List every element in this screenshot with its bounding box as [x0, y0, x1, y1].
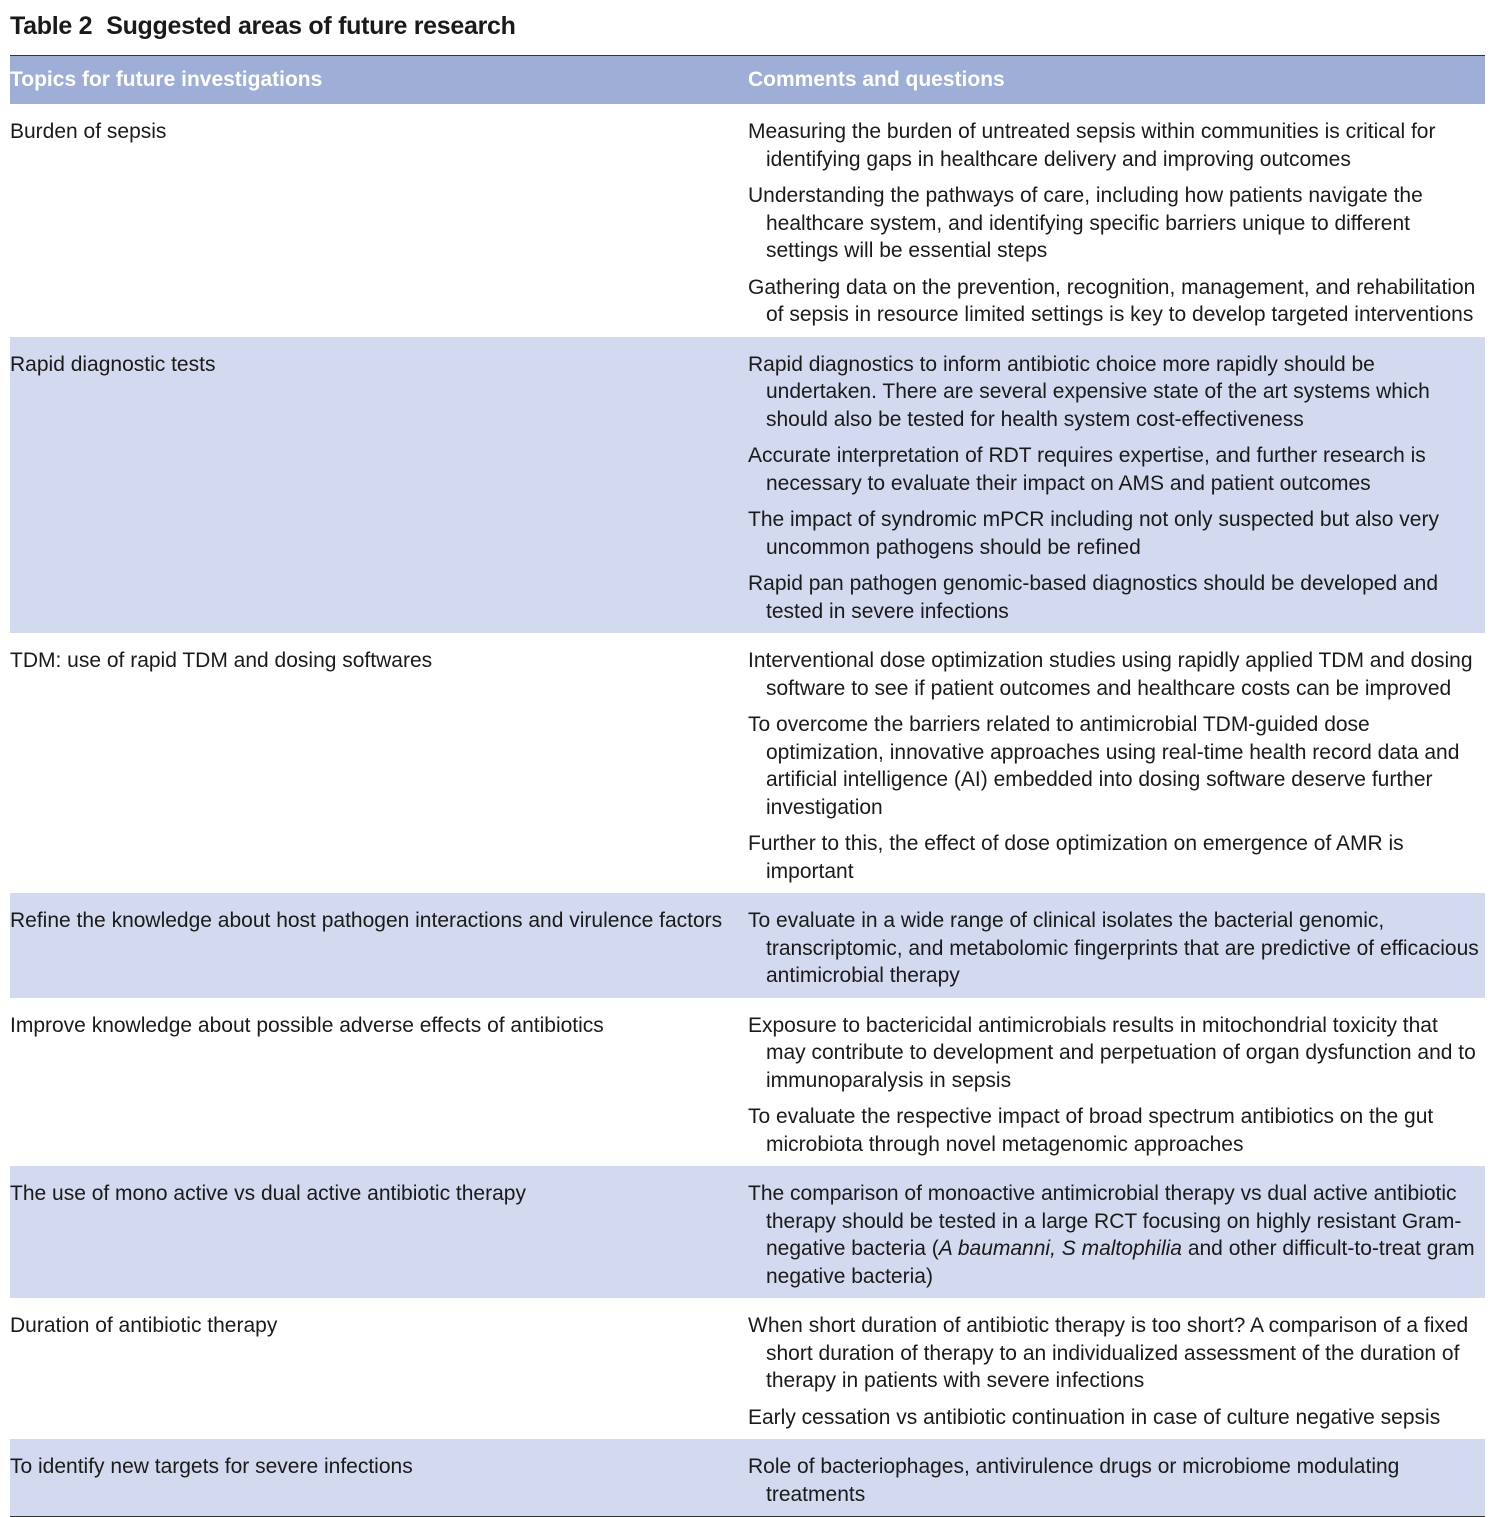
comment-text: The comparison of monoactive antimicrobial therapy vs dual active antibiotic therapy should be tested in a large RCT focusing on highly resistant Gram-negative bacteria ( — [748, 1182, 1462, 1260]
comment — [748, 1180, 1481, 1290]
topic-cell: The use of mono active vs dual active antibiotic therapy — [10, 1182, 526, 1205]
table-header-row — [10, 56, 1485, 104]
table-title — [10, 12, 516, 41]
topic-cell: To identify new targets for severe infections — [10, 1455, 413, 1478]
comments-cell — [748, 1166, 1485, 1298]
comment: To evaluate the respective impact of broad spectrum antibiotics on the gut microbiota through novel metagenomic approaches — [748, 1105, 1434, 1156]
comment-text: and other difficult-to-treat gram negative bacteria) — [766, 1237, 1475, 1288]
table-number: Table 2 — [10, 12, 93, 40]
table-caption: Suggested areas of future research — [106, 12, 516, 40]
research-table — [10, 55, 1485, 1517]
comments-cell — [748, 893, 1485, 998]
comments-cell — [748, 998, 1485, 1167]
comments-cell — [748, 104, 1485, 337]
table-row — [10, 1298, 1485, 1439]
comment: Exposure to bactericidal antimicrobials results in mitochondrial toxicity that may contribute to development and perpetuation of organ dysfunction and to immunoparalysis in sepsis — [748, 1013, 1476, 1092]
comment: Understanding the pathways of care, including how patients navigate the healthcare system, and identifying specific barriers unique to different settings will be essential steps — [748, 184, 1423, 262]
comments-cell — [748, 1439, 1485, 1516]
header-topics: Topics for future investigations — [10, 68, 323, 91]
comment: Interventional dose optimization studies using rapidly applied TDM and dosing software to see if patient outcomes and healthcare costs can be improved — [748, 649, 1473, 700]
table-row — [10, 1439, 1485, 1516]
table-row — [10, 893, 1485, 998]
comment: Rapid pan pathogen genomic-based diagnostics should be developed and tested in severe infections — [748, 572, 1439, 623]
comments-cell — [748, 1298, 1485, 1439]
table-row — [10, 1166, 1485, 1298]
topic-cell: Refine the knowledge about host pathogen interactions and virulence factors — [10, 909, 723, 932]
comments-cell — [748, 337, 1485, 634]
comment: When short duration of antibiotic therapy is too short? A comparison of a fixed short duration of therapy to an individualized assessment of the duration of therapy in patients with severe infections — [748, 1314, 1469, 1392]
comment: Further to this, the effect of dose optimization on emergence of AMR is important — [748, 832, 1404, 883]
comment: To overcome the barriers related to antimicrobial TDM-guided dose optimization, innovative approaches using real-time health record data and artificial intelligence (AI) embedded into dosing software deserve further investigation — [748, 713, 1460, 819]
table-row — [10, 998, 1485, 1167]
comment: Gathering data on the prevention, recognition, management, and rehabilitation of sepsis in resource limited settings is key to develop targeted interventions — [748, 275, 1476, 326]
comment: Role of bacteriophages, antivirulence drugs or microbiome modulating treatments — [748, 1455, 1400, 1506]
table-row — [10, 633, 1485, 893]
comment: To evaluate in a wide range of clinical isolates the bacterial genomic, transcriptomic, and metabolomic fingerprints that are predictive of efficacious antimicrobial therapy — [748, 909, 1479, 987]
topic-cell: Improve knowledge about possible adverse effects of antibiotics — [10, 1013, 604, 1037]
header-comments: Comments and questions — [748, 68, 1005, 91]
table-row — [10, 104, 1485, 337]
comment: The impact of syndromic mPCR including not only suspected but also very uncommon pathogens should be refined — [748, 508, 1439, 559]
comments-cell — [748, 633, 1485, 893]
topic-cell: Duration of antibiotic therapy — [10, 1314, 278, 1337]
comment: Early cessation vs antibiotic continuation in case of culture negative sepsis — [748, 1405, 1441, 1429]
comment: Measuring the burden of untreated sepsis within communities is critical for identifying gaps in healthcare delivery and improving outcomes — [748, 120, 1436, 171]
topic-cell: Burden of sepsis — [10, 120, 167, 143]
species-names: A baumanni, S maltophilia — [938, 1237, 1182, 1260]
topic-cell: TDM: use of rapid TDM and dosing softwares — [10, 649, 433, 672]
comment: Rapid diagnostics to inform antibiotic choice more rapidly should be undertaken. There are several expensive state of the art systems which should also be tested for health system cost-effectiveness — [748, 352, 1430, 431]
comment: Accurate interpretation of RDT requires expertise, and further research is necessary to evaluate their impact on AMS and patient outcomes — [748, 444, 1426, 495]
table-row — [10, 337, 1485, 634]
topic-cell: Rapid diagnostic tests — [10, 352, 216, 376]
